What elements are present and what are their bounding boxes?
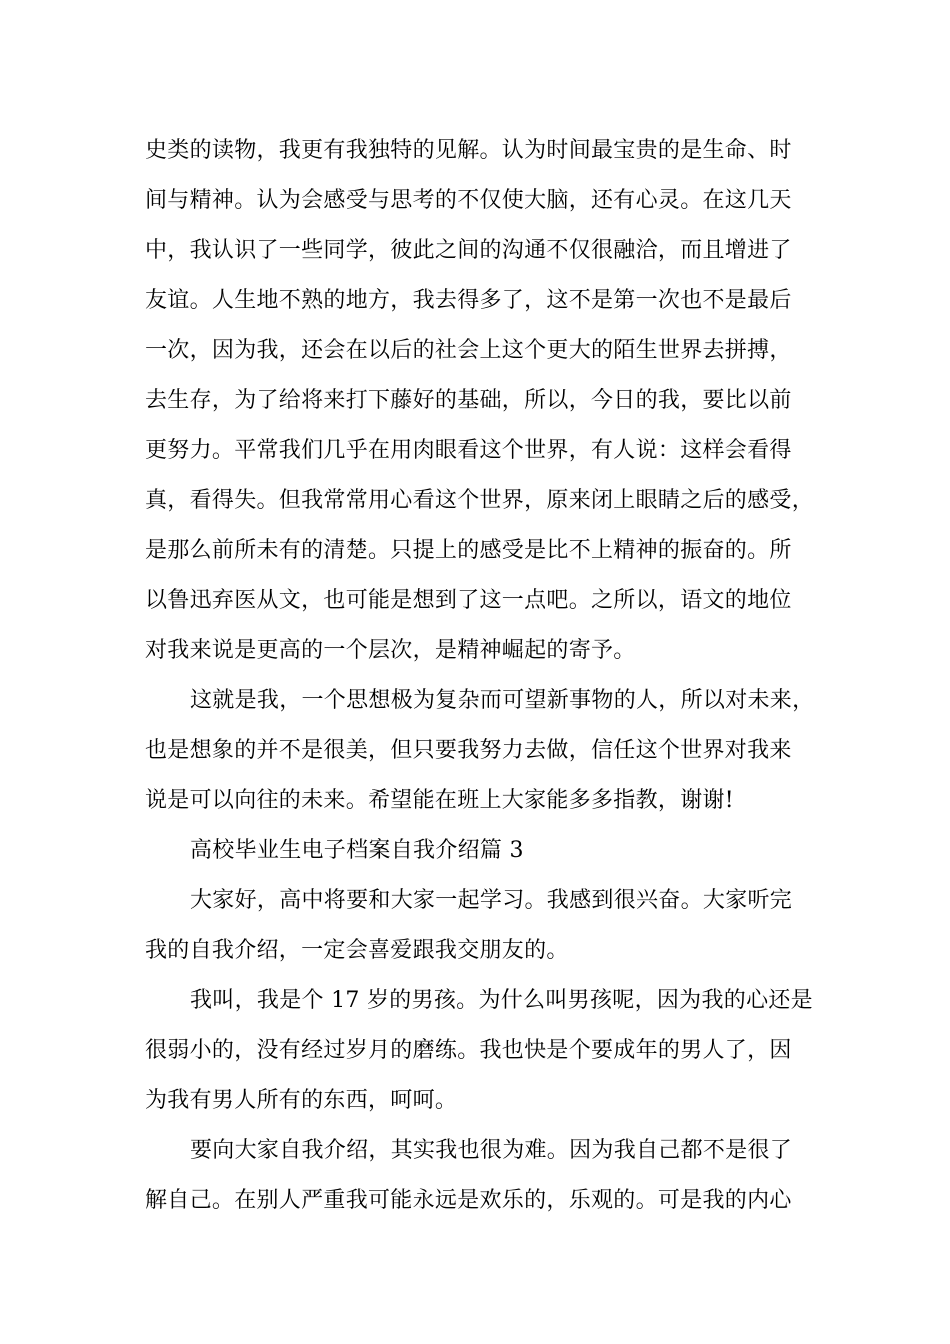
text-line: 中，我认识了一些同学，彼此之间的沟通不仅很融洽，而且增进了	[145, 238, 792, 263]
text-line: 解自己。在别人严重我可能永远是欢乐的，乐观的。可是我的内心	[145, 1188, 792, 1213]
text-line: 很弱小的，没有经过岁月的磨练。我也快是个要成年的男人了，因	[145, 1038, 792, 1063]
text-line: 以鲁迅弃医从文，也可能是想到了这一点吧。之所以，语文的地位	[145, 588, 792, 613]
text-line: 友谊。人生地不熟的地方，我去得多了，这不是第一次也不是最后	[145, 288, 792, 313]
text-line: 是那么前所未有的清楚。只提上的感受是比不上精神的振奋的。所	[145, 538, 792, 563]
text-line: 我的自我介绍，一定会喜爱跟我交朋友的。	[145, 938, 569, 963]
text-line: 对我来说是更高的一个层次，是精神崛起的寄予。	[145, 638, 636, 663]
text-line: 真，看得失。但我常常用心看这个世界，原来闭上眼睛之后的感受，	[145, 488, 815, 513]
section-heading: 高校毕业生电子档案自我介绍篇 3	[190, 838, 524, 863]
paragraph-first-line: 这就是我，一个思想极为复杂而可望新事物的人，所以对未来，	[190, 688, 815, 713]
paragraph-first-line: 我叫，我是个 17 岁的男孩。为什么叫男孩呢，因为我的心还是	[190, 988, 813, 1013]
text-line: 为我有男人所有的东西，呵呵。	[145, 1088, 458, 1113]
text-line: 一次，因为我，还会在以后的社会上这个更大的陌生世界去拼搏，	[145, 338, 792, 363]
text-line: 去生存，为了给将来打下藤好的基础，所以，今日的我，要比以前	[145, 388, 792, 413]
paragraph-first-line: 要向大家自我介绍，其实我也很为难。因为我自己都不是很了	[190, 1138, 793, 1163]
text-line: 间与精神。认为会感受与思考的不仅使大脑，还有心灵。在这几天	[145, 188, 792, 213]
paragraph-first-line: 大家好，高中将要和大家一起学习。我感到很兴奋。大家听完	[190, 888, 793, 913]
text-line: 说是可以向往的未来。希望能在班上大家能多多指教，谢谢!	[145, 788, 734, 813]
text-line: 也是想象的并不是很美，但只要我努力去做，信任这个世界对我来	[145, 738, 792, 763]
text-line: 更努力。平常我们几乎在用肉眼看这个世界，有人说：这样会看得	[145, 438, 792, 463]
text-line: 史类的读物，我更有我独特的见解。认为时间最宝贵的是生命、时	[145, 138, 792, 163]
